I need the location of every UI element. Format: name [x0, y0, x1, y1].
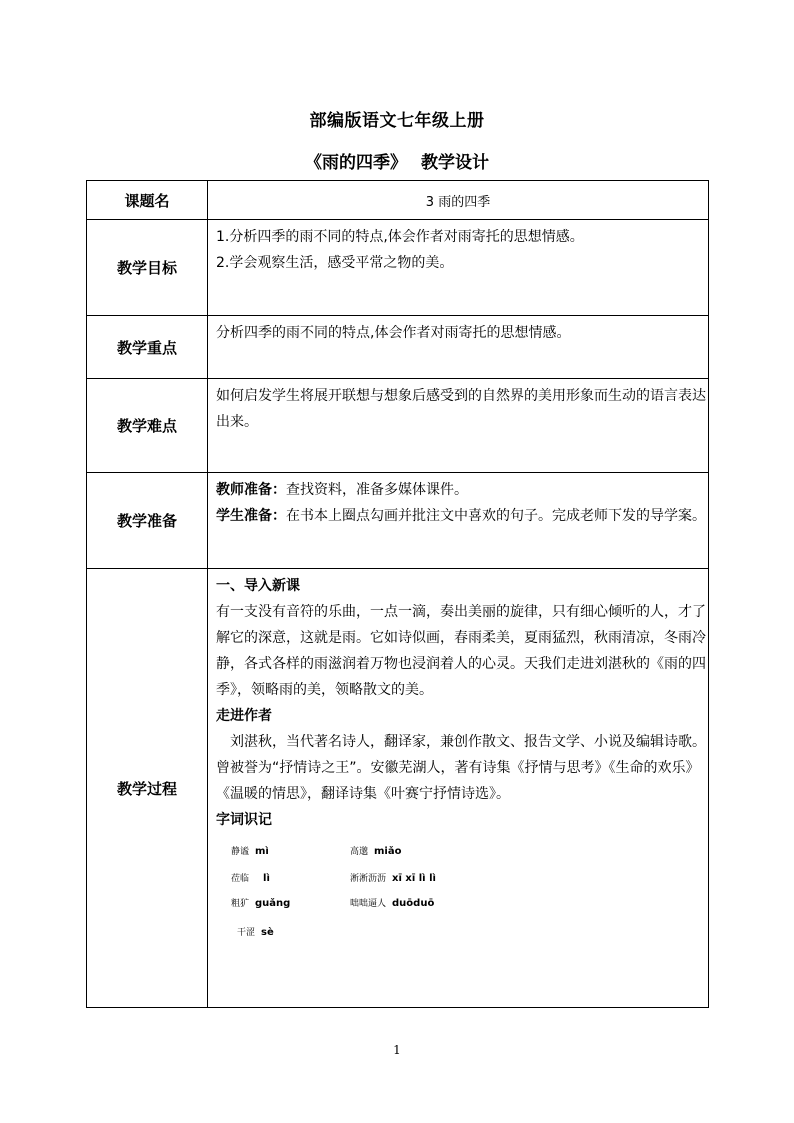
section-heading-vocab: 字词识记 [216, 812, 272, 828]
teacher-prep-text: 查找资料，准备多媒体课件。 [286, 482, 468, 498]
section-heading-intro: 一、导入新课 [216, 578, 300, 594]
goals-label: 教学目标 [87, 220, 208, 316]
goals-content [208, 220, 709, 316]
difficulties-content: 如何启发学生将展开联想与想象后感受到的自然界的美用形象而生动的语言表达出来。 [208, 379, 709, 473]
table-row-goals [87, 220, 709, 316]
teacher-preparation [216, 477, 708, 503]
vocab-list [216, 833, 708, 953]
document-title: 部编版语文七年级上册 [309, 111, 485, 131]
subtitle-rest: 教学设计 [421, 153, 489, 173]
goal-item: 1.分析四季的雨不同的特点,体会作者对雨寄托的思想情感。 [216, 229, 584, 245]
goal-item: 2.学会观察生活，感受平常之物的美。 [216, 255, 454, 271]
key-points-content: 分析四季的雨不同的特点,体会作者对雨寄托的思想情感。 [208, 316, 709, 379]
section-heading-author: 走进作者 [216, 708, 272, 724]
vocab-item: 淅淅沥沥 xī xī lì lì [350, 873, 436, 884]
table-row-key-points [87, 316, 709, 379]
preparation-content [208, 473, 709, 569]
student-prep-text: 在书本上圈点勾画并批注文中喜欢的句子。完成老师下发的导学案。 [286, 508, 706, 524]
preparation-label: 教学准备 [87, 473, 208, 569]
difficulties-label: 教学难点 [87, 379, 208, 473]
table-row-topic [87, 181, 709, 220]
table-row-process [87, 569, 709, 1008]
table-row-preparation [87, 473, 709, 569]
student-prep-label: 学生准备： [216, 508, 286, 524]
lesson-name: 《雨的四季》 [305, 153, 407, 173]
lesson-plan-table [86, 180, 709, 1008]
vocab-item: 咄咄逼人 duōduō [350, 898, 435, 909]
vocab-item: 粗犷 guǎng [231, 898, 291, 909]
vocab-item: 干涩 sè [237, 927, 274, 938]
page-number: 1 [393, 1043, 401, 1057]
process-content [208, 569, 709, 1008]
table-row-difficulties [87, 379, 709, 473]
topic-value: 3 雨的四季 [208, 181, 709, 220]
vocab-item: 高邈 miǎo [350, 846, 402, 857]
teacher-prep-label: 教师准备： [216, 482, 286, 498]
document-subtitle [0, 148, 794, 173]
process-label: 教学过程 [87, 569, 208, 1008]
vocab-item: 莅临 lì [231, 873, 270, 884]
intro-paragraph: 有一支没有音符的乐曲，一点一滴，奏出美丽的旋律，只有细心倾听的人，才了解它的深意，这就是雨。它如诗似画，春雨柔美，夏雨猛烈，秋雨清凉，冬雨冷静，各式各样的雨滋润着万物也浸润着人的心灵。天我们走进刘湛秋的《雨的四季》，领略雨的美，领略散文的美。 [216, 604, 706, 698]
vocab-item: 静谧 mì [231, 846, 269, 857]
key-points-label: 教学重点 [87, 316, 208, 379]
author-paragraph: 刘湛秋，当代著名诗人，翻译家，兼创作散文、报告文学、小说及编辑诗歌。曾被誉为“抒情诗之王”。安徽芜湖人，著有诗集《抒情与思考》《生命的欢乐》《温暖的情思》，翻译诗集《叶赛宁抒情诗选》。 [216, 734, 706, 802]
student-preparation [216, 503, 708, 529]
topic-label: 课题名 [87, 181, 208, 220]
